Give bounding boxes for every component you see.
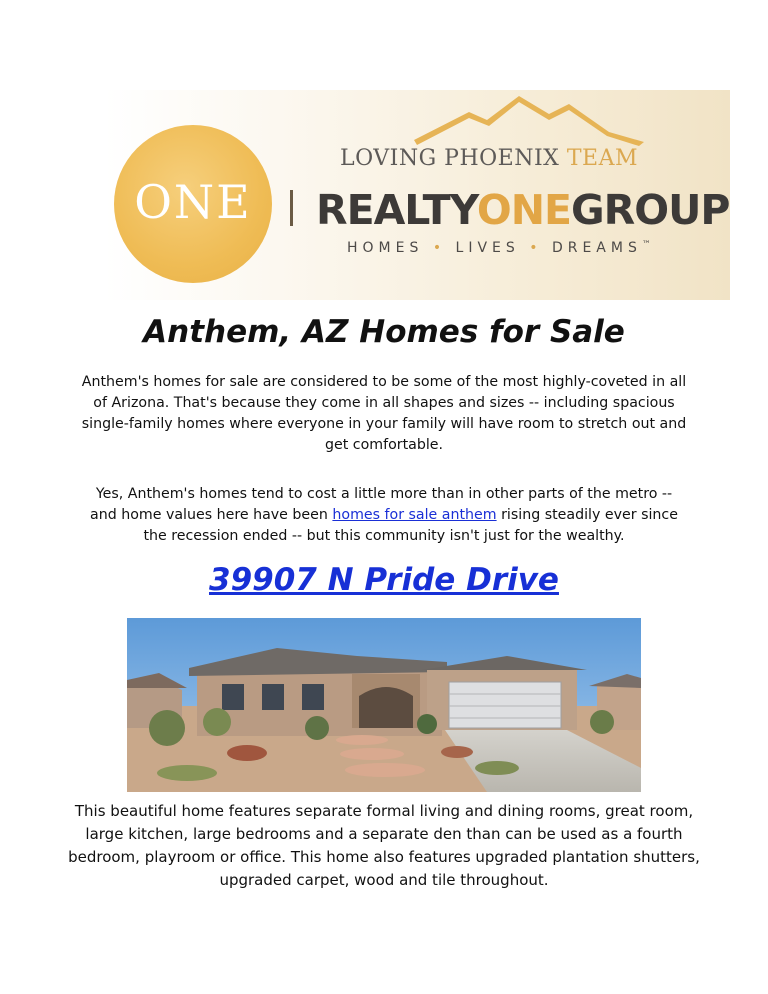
listing-address-link[interactable]: 39907 N Pride Drive (209, 562, 559, 598)
tagline-dreams: DREAMS (551, 240, 642, 256)
house-photo (127, 618, 641, 792)
homes-for-sale-anthem-link[interactable]: homes for sale anthem (332, 507, 497, 523)
team-name (340, 146, 638, 171)
brand-wordmark (316, 186, 729, 234)
brand-tagline (347, 240, 651, 256)
page-title: Anthem, AZ Homes for Sale (143, 314, 625, 350)
brand-part1: REALTY (316, 186, 477, 234)
logo-divider (290, 190, 293, 226)
tagline-homes: HOMES (347, 240, 424, 256)
one-circle-badge (114, 125, 272, 283)
house-photo-illustration (127, 618, 641, 792)
tagline-dot-1: • (432, 240, 447, 256)
team-name-prefix: LOVING PHOENIX (340, 146, 567, 171)
home-features-paragraph: This beautiful home features separate formal living and dining rooms, great room, large kitchen, large bedrooms and a separate den than can be used as a fourth bedroom, playroom or office. This home also features upgraded plantation shutters, upgraded carpet, wood and tile throughout. (68, 802, 700, 889)
team-name-accent: TEAM (566, 146, 638, 171)
price-paragraph-after: rising steadily ever since the recession ended -- but this community isn't just for the wealthy. (143, 507, 678, 544)
price-paragraph (86, 484, 682, 547)
realty-one-group-logo (104, 90, 730, 300)
brand-accent: ONE (476, 186, 572, 234)
one-circle-text: ONE (134, 175, 252, 229)
price-paragraph-before: Yes, Anthem's homes tend to cost a little more than in other parts of the metro -- and home values here have been (90, 486, 673, 523)
tagline-dot-2: • (529, 240, 543, 256)
intro-paragraph: Anthem's homes for sale are considered to be some of the most highly-coveted in all of Arizona. That's because they come in all shapes and sizes -- including spacious single-family homes where everyone in your family will have room to stretch out and get comfortable. (81, 374, 687, 453)
mountain-icon (409, 90, 649, 150)
tagline-lives: LIVES (455, 240, 520, 256)
brand-part2: GROUP (571, 186, 730, 234)
tagline-trademark: ™ (641, 240, 651, 250)
